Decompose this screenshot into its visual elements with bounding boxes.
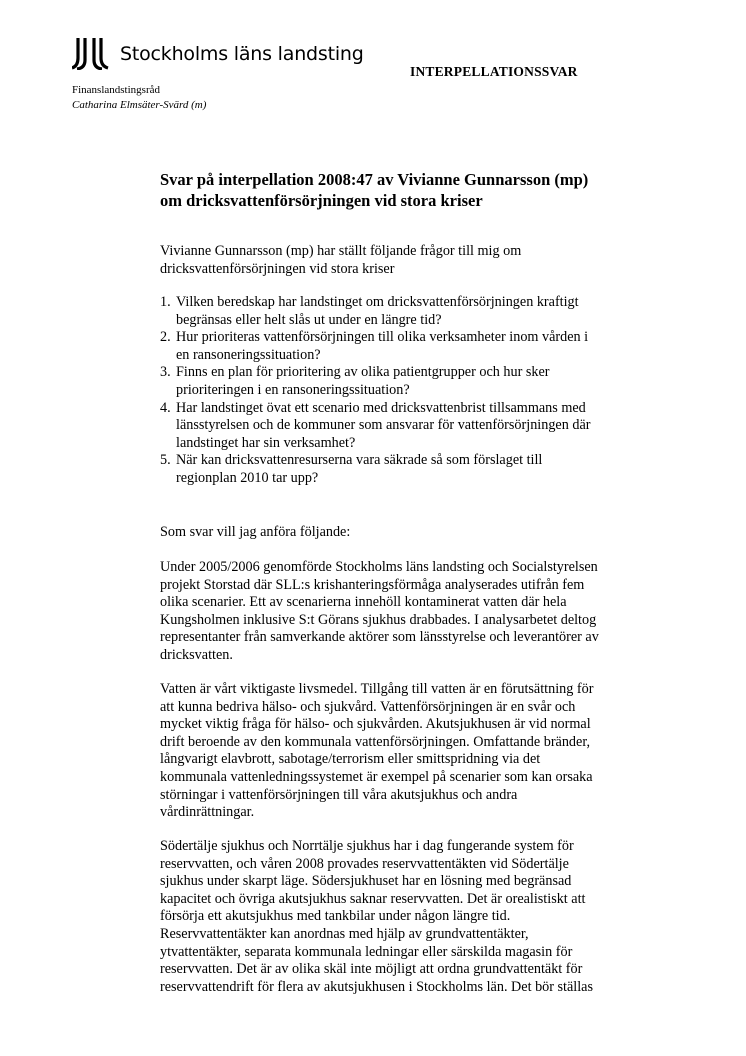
question-item (160, 294, 640, 329)
text-line: att kunna bedriva hälso- och sjukvård. Vattenförsörjningen är en svår och (160, 698, 576, 715)
sender-name: Catharina Elmsäter-Svärd (m) (72, 99, 207, 111)
question-number: 3. (160, 364, 171, 381)
sender-block (72, 83, 206, 113)
org-logo (72, 38, 364, 70)
text-line: representanter från samverkande aktörer som länsstyrelse och leverantörer av (160, 629, 599, 646)
document-type: INTERPELLATIONSSVAR (410, 64, 578, 79)
text-line: Kungsholmen inklusive S:t Görans sjukhus drabbades. I analysarbetet deltog (160, 611, 597, 628)
text-line: landstinget har sin verksamhet? (176, 434, 356, 451)
paragraph-2 (160, 681, 640, 822)
question-number: 4. (160, 399, 171, 416)
text-line: projekt Storstad där SLL:s krishanteringsförmåga analyserades utifrån fem (160, 576, 585, 593)
text-line: regionplan 2010 tar upp? (176, 469, 319, 486)
text-line: långvarigt elavbrott, sabotage/terrorism eller smittspridning via det (160, 751, 541, 768)
question-item (160, 400, 640, 453)
text-line: Vilken beredskap har landstinget om dricksvattenförsörjningen kraftigt (176, 294, 579, 310)
question-item (160, 364, 640, 399)
document-title (160, 169, 640, 211)
text-line: Södertälje sjukhus och Norrtälje sjukhus har i dag fungerande system för (160, 838, 574, 854)
text-line: Vivianne Gunnarsson (mp) har ställt följande frågor till mig om (160, 243, 522, 259)
text-line: reservvatten. Det är av olika skäl inte möjligt att ordna grundvattentäkt för (160, 961, 583, 978)
text-line: dricksvattenförsörjningen vid stora kriser (160, 260, 395, 277)
question-number: 2. (160, 329, 171, 346)
text-line: Finns en plan för prioritering av olika patientgrupper och hur sker (176, 364, 550, 381)
text-line: reservvatten, och våren 2008 provades reservvattentäkten vid Södertälje (160, 855, 569, 872)
question-item (160, 452, 640, 487)
text-line: vårdinrättningar. (160, 804, 255, 821)
text-line: När kan dricksvattenresurserna vara säkrade så som förslaget till (176, 452, 543, 469)
text-line: drift beroende av den kommunala vattenförsörjningen. Omfattande bränder, (160, 733, 591, 750)
title-line: om dricksvattenförsörjningen vid stora kriser (160, 191, 483, 210)
paragraph-1 (160, 559, 640, 665)
text-line: störningar i vattenförsörjningen till våra akutsjukhus och andra (160, 786, 518, 803)
text-line: olika scenarier. Ett av scenarierna innehöll kontaminerat vatten där hela (160, 594, 567, 611)
question-list (160, 294, 640, 488)
text-line: sjukhus under skarpt läge. Södersjukhuset har en lösning med begränsad (160, 873, 572, 890)
text-line: mycket viktig fråga för hälso- och sjukvården. Akutsjukhusen är vid normal (160, 716, 591, 733)
text-line: Har landstinget övat ett scenario med dricksvattenbrist tillsammans med (176, 399, 586, 416)
text-line: reservvattendrift för flera av akutsjukhusen i Stockholms län. Det bör ställas (160, 978, 593, 995)
title-line: Svar på interpellation 2008:47 av Vivianne Gunnarsson (mp) (160, 170, 589, 189)
intro-paragraph (160, 243, 640, 278)
text-line: en ransoneringssituation? (176, 346, 321, 363)
sender-role: Finanslandstingsråd (72, 84, 160, 96)
sll-logo-icon (72, 38, 112, 70)
answer-intro: Som svar vill jag anföra följande: (160, 524, 351, 540)
text-line: Hur prioriteras vattenförsörjningen till olika verksamheter inom vården i (176, 329, 589, 346)
text-line: Vatten är vårt viktigaste livsmedel. Tillgång till vatten är en förutsättning för (160, 681, 594, 697)
text-line: försörja ett akutsjukhus med tankbilar under någon längre tid. (160, 908, 511, 925)
text-line: Reservvattentäkter kan anordnas med hjälp av grundvattentäkter, (160, 925, 529, 942)
text-line: prioriteringen i en ransoneringssituation? (176, 381, 410, 398)
question-number: 1. (160, 294, 171, 310)
text-line: kapacitet och övriga akutsjukhus saknar reservvatten. Det är orealistiskt att (160, 890, 586, 907)
question-item (160, 329, 640, 364)
text-line: länsstyrelsen och de kommuner som ansvarar för vattenförsörjningen där (176, 417, 591, 434)
question-number: 5. (160, 452, 171, 469)
text-line: kommunala vattenledningssystemet är exempel på scenarier som kan orsaka (160, 768, 593, 785)
paragraph-3 (160, 838, 640, 996)
text-line: Under 2005/2006 genomförde Stockholms läns landsting och Socialstyrelsen (160, 559, 598, 575)
document-body (160, 169, 640, 995)
org-name: Stockholms läns landsting (120, 43, 364, 65)
text-line: ytvattentäkter, separata kommunala ledningar eller särskilda magasin för (160, 943, 573, 960)
text-line: begränsas eller helt slås ut under en längre tid? (176, 311, 442, 328)
text-line: dricksvatten. (160, 646, 233, 663)
